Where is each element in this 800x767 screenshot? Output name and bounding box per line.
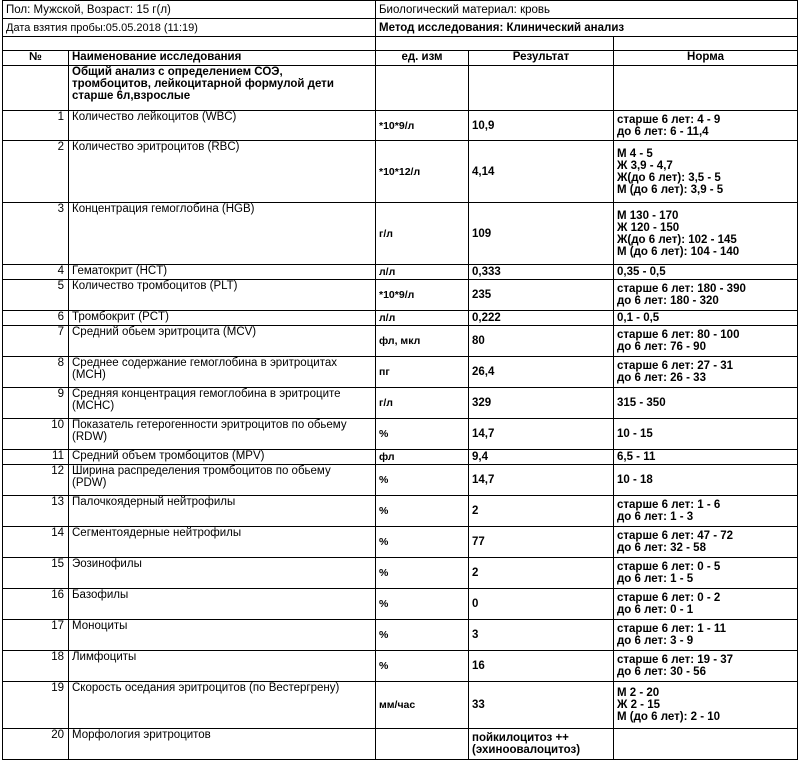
group-unit-cell [376, 66, 469, 111]
row-number: 10 [3, 419, 69, 450]
row-number: 19 [3, 682, 69, 729]
test-name-line: Количество эритроцитов (RBC) [72, 141, 240, 153]
unit: % [376, 465, 469, 496]
reference-range-line: старше 6 лет: 1 - 11 [617, 623, 727, 635]
result-value [469, 388, 614, 419]
col-header-num: № [3, 51, 69, 66]
unit: л/л [376, 311, 469, 326]
reference-range-line: до 6 лет: 180 - 320 [617, 295, 719, 307]
result-value [469, 203, 614, 265]
table-row [3, 651, 798, 682]
result-line: 10,9 [472, 119, 495, 132]
reference-range [614, 111, 798, 141]
reference-range [614, 141, 798, 203]
test-name-line: Количество тромбоцитов (PLT) [72, 280, 238, 292]
test-name [69, 527, 376, 558]
header-row-1 [3, 1, 798, 19]
test-name-line: Гематокрит (HCT) [72, 265, 168, 277]
row-number: 16 [3, 589, 69, 620]
test-name [69, 682, 376, 729]
reference-range-line: Ж 120 - 150 [617, 221, 680, 234]
test-name [69, 589, 376, 620]
table-row [3, 558, 798, 589]
unit: фл, мкл [376, 326, 469, 357]
table-row [3, 280, 798, 311]
reference-range [614, 419, 798, 450]
row-number: 1 [3, 111, 69, 141]
result-line: 2 [472, 505, 479, 517]
row-number: 12 [3, 465, 69, 496]
result-value [469, 651, 614, 682]
result-line: 14,7 [472, 428, 495, 440]
unit: % [376, 651, 469, 682]
test-name [69, 357, 376, 388]
reference-range-line: до 6 лет: 0 - 1 [617, 604, 694, 616]
result-line: 329 [472, 397, 492, 409]
group-norm-cell [614, 66, 798, 111]
table-row [3, 620, 798, 651]
result-line: 109 [472, 227, 492, 240]
reference-range-line: 0,35 - 0,5 [617, 266, 666, 278]
unit: *10*9/л [376, 280, 469, 311]
reference-range [614, 326, 798, 357]
unit: л/л [376, 265, 469, 280]
table-row [3, 388, 798, 419]
unit: *10*9/л [376, 111, 469, 141]
unit: % [376, 496, 469, 527]
col-header-name: Наименование исследования [69, 51, 376, 66]
result-line: 0,333 [472, 266, 501, 278]
reference-range-line: М (до 6 лет): 3,9 - 5 [617, 183, 724, 196]
reference-range-line: Ж 3,9 - 4,7 [617, 159, 673, 172]
group-title-line: тромбоцитов, лейкоцитарной формулой дети [72, 78, 334, 90]
header-row-2 [3, 19, 798, 37]
test-name [69, 558, 376, 589]
spacer-row [3, 37, 798, 51]
result-line: 26,4 [472, 366, 495, 378]
reference-range [614, 357, 798, 388]
reference-range [614, 589, 798, 620]
reference-range-line: старше 6 лет: 80 - 100 [617, 329, 740, 341]
reference-range-line: до 6 лет: 32 - 58 [617, 542, 706, 554]
reference-range-line: 10 - 15 [617, 428, 653, 440]
result-line: 0 [472, 598, 479, 610]
reference-range-line: старше 6 лет: 47 - 72 [617, 530, 734, 542]
table-row [3, 326, 798, 357]
result-line: 14,7 [472, 474, 495, 486]
row-number: 3 [3, 203, 69, 265]
row-number: 9 [3, 388, 69, 419]
table-row [3, 203, 798, 265]
test-name-line: (MCHC) [72, 400, 115, 412]
result-line: 80 [472, 335, 485, 347]
test-name-line: Тромбокрит (PCT) [72, 311, 169, 323]
test-name [69, 388, 376, 419]
spacer-cell-left [3, 37, 376, 51]
group-title-line: старше 6л,взрослые [72, 90, 191, 102]
table-row [3, 589, 798, 620]
reference-range-line: старше 6 лет: 0 - 2 [617, 592, 721, 604]
unit: % [376, 558, 469, 589]
test-name [69, 729, 376, 760]
result-value [469, 558, 614, 589]
test-name-line: Показатель гетерогенности эритроцитов по обьему [72, 419, 347, 431]
reference-range-line: до 6 лет: 26 - 33 [617, 372, 706, 384]
row-number: 20 [3, 729, 69, 760]
test-name-line: Скорость оседания эритроцитов (по Вестергрену) [72, 682, 340, 694]
result-value [469, 326, 614, 357]
reference-range-line: до 6 лет: 76 - 90 [617, 341, 706, 353]
col-header-norm: Норма [614, 51, 798, 66]
test-name-line: Средняя концентрация гемоглобина в эритроците [72, 388, 341, 400]
unit: % [376, 589, 469, 620]
row-number: 4 [3, 265, 69, 280]
reference-range-line: М 130 - 170 [617, 209, 679, 222]
result-line: 33 [472, 699, 485, 711]
test-name-line: Концентрация гемоглобина (HGB) [72, 203, 255, 215]
reference-range-line: 10 - 18 [617, 474, 653, 486]
table-row [3, 527, 798, 558]
group-result-cell [469, 66, 614, 111]
reference-range [614, 265, 798, 280]
test-name-line: Ширина распределения тромбоцитов по обьему [72, 465, 331, 477]
reference-range [614, 527, 798, 558]
reference-range-line: до 6 лет: 1 - 3 [617, 511, 694, 523]
biomaterial: Биологический материал: кровь [376, 1, 798, 19]
reference-range [614, 388, 798, 419]
unit: *10*12/л [376, 141, 469, 203]
test-name-line: Средний объем тромбоцитов (MPV) [72, 450, 265, 462]
reference-range-line: до 6 лет: 30 - 56 [617, 666, 706, 678]
unit [376, 729, 469, 760]
result-line: 16 [472, 660, 485, 672]
test-name-line: Лимфоциты [72, 651, 137, 663]
result-value [469, 682, 614, 729]
result-line: 9,4 [472, 451, 488, 463]
row-number: 8 [3, 357, 69, 388]
test-name-line: Среднее содержание гемоглобина в эритроцитах [72, 357, 337, 369]
reference-range [614, 651, 798, 682]
result-value [469, 311, 614, 326]
group-title-line: Общий анализ с определением СОЭ, [72, 66, 283, 78]
table-row [3, 141, 798, 203]
reference-range-line: Ж(до 6 лет): 102 - 145 [617, 233, 737, 246]
test-name [69, 496, 376, 527]
row-number: 7 [3, 326, 69, 357]
spacer-cell-mid [376, 37, 614, 51]
test-name-line: (MCH) [72, 369, 106, 381]
reference-range-line: Ж 2 - 15 [617, 699, 660, 711]
table-row [3, 311, 798, 326]
test-name [69, 141, 376, 203]
test-name-line: (RDW) [72, 431, 108, 443]
result-value [469, 265, 614, 280]
test-name [69, 311, 376, 326]
reference-range [614, 682, 798, 729]
group-num-cell [3, 66, 69, 111]
test-name-line: (PDW) [72, 477, 107, 489]
row-number: 14 [3, 527, 69, 558]
row-number: 2 [3, 141, 69, 203]
table-row [3, 265, 798, 280]
table-row [3, 496, 798, 527]
table-row [3, 465, 798, 496]
test-name [69, 265, 376, 280]
table-row [3, 419, 798, 450]
reference-range-line: старше 6 лет: 180 - 390 [617, 283, 746, 295]
reference-range [614, 465, 798, 496]
reference-range [614, 311, 798, 326]
result-value [469, 527, 614, 558]
result-value [469, 589, 614, 620]
test-name [69, 203, 376, 265]
test-name-line: Базофилы [72, 589, 129, 601]
reference-range-line: старше 6 лет: 27 - 31 [617, 360, 734, 372]
unit: мм/час [376, 682, 469, 729]
test-name [69, 620, 376, 651]
row-number: 6 [3, 311, 69, 326]
group-title [69, 66, 376, 111]
sample-date: Дата взятия пробы:05.05.2018 (11:19) [3, 19, 376, 37]
row-number: 17 [3, 620, 69, 651]
reference-range-line: старше 6 лет: 19 - 37 [617, 654, 734, 666]
reference-range-line: старше 6 лет: 1 - 6 [617, 499, 721, 511]
test-name-line: Моноциты [72, 620, 128, 632]
result-value [469, 465, 614, 496]
result-value [469, 496, 614, 527]
group-title-row [3, 66, 798, 111]
test-name-line: Палочкоядерный нейтрофилы [72, 496, 236, 508]
result-line: (эхиноовалоцитоз) [472, 744, 581, 756]
result-line: 0,222 [472, 312, 501, 324]
patient-sex-age: Пол: Мужской, Возраст: 15 г(л) [3, 1, 376, 19]
result-line: 3 [472, 629, 479, 641]
test-name [69, 111, 376, 141]
reference-range-line: 315 - 350 [617, 397, 666, 409]
test-name-line: Морфология эритроцитов [72, 729, 211, 741]
col-header-result: Результат [469, 51, 614, 66]
row-number: 5 [3, 280, 69, 311]
reference-range-line: 6,5 - 11 [617, 451, 656, 463]
unit: % [376, 419, 469, 450]
reference-range [614, 729, 798, 760]
test-name-line: Эозинофилы [72, 558, 142, 570]
reference-range [614, 450, 798, 465]
research-method: Метод исследования: Клинический анализ [376, 19, 798, 37]
table-row [3, 357, 798, 388]
reference-range [614, 558, 798, 589]
result-line: 235 [472, 289, 492, 301]
result-value [469, 729, 614, 760]
result-value [469, 280, 614, 311]
lab-results-table [2, 0, 798, 760]
table-row [3, 450, 798, 465]
test-name [69, 280, 376, 311]
result-line: 77 [472, 536, 485, 548]
result-line: 4,14 [472, 165, 495, 178]
result-line: пойкилоцитоз ++ [472, 732, 569, 744]
test-name [69, 419, 376, 450]
reference-range-line: старше 6 лет: 4 - 9 [617, 113, 721, 126]
unit: фл [376, 450, 469, 465]
reference-range-line: М (до 6 лет): 2 - 10 [617, 711, 721, 723]
reference-range-line: М (до 6 лет): 104 - 140 [617, 245, 740, 258]
result-value [469, 450, 614, 465]
row-number: 11 [3, 450, 69, 465]
test-name [69, 450, 376, 465]
reference-range-line: старше 6 лет: 0 - 5 [617, 561, 721, 573]
unit: % [376, 620, 469, 651]
reference-range [614, 203, 798, 265]
unit: г/л [376, 388, 469, 419]
reference-range-line: М 2 - 20 [617, 687, 660, 699]
row-number: 15 [3, 558, 69, 589]
spacer-cell-right [614, 37, 798, 51]
reference-range-line: до 6 лет: 3 - 9 [617, 635, 694, 647]
table-row [3, 682, 798, 729]
result-value [469, 620, 614, 651]
unit: г/л [376, 203, 469, 265]
reference-range-line: Ж(до 6 лет): 3,5 - 5 [617, 171, 721, 184]
test-name-line: Средний обьем эритроцита (MCV) [72, 326, 257, 338]
reference-range [614, 620, 798, 651]
test-name-line: Сегментоядерные нейтрофилы [72, 527, 242, 539]
test-name [69, 465, 376, 496]
result-value [469, 141, 614, 203]
reference-range-line: до 6 лет: 1 - 5 [617, 573, 694, 585]
reference-range-line: 0,1 - 0,5 [617, 312, 660, 324]
test-name [69, 326, 376, 357]
test-name-line: Количество лейкоцитов (WBC) [72, 111, 237, 123]
reference-range-line: М 4 - 5 [617, 147, 653, 160]
result-line: 2 [472, 567, 479, 579]
reference-range-line: до 6 лет: 6 - 11,4 [617, 125, 709, 138]
table-row [3, 729, 798, 760]
result-value [469, 357, 614, 388]
row-number: 18 [3, 651, 69, 682]
reference-range [614, 280, 798, 311]
result-value [469, 419, 614, 450]
result-value [469, 111, 614, 141]
test-name [69, 651, 376, 682]
unit: пг [376, 357, 469, 388]
reference-range [614, 496, 798, 527]
table-row [3, 111, 798, 141]
unit: % [376, 527, 469, 558]
column-header-row [3, 51, 798, 66]
col-header-unit: ед. изм [376, 51, 469, 66]
row-number: 13 [3, 496, 69, 527]
